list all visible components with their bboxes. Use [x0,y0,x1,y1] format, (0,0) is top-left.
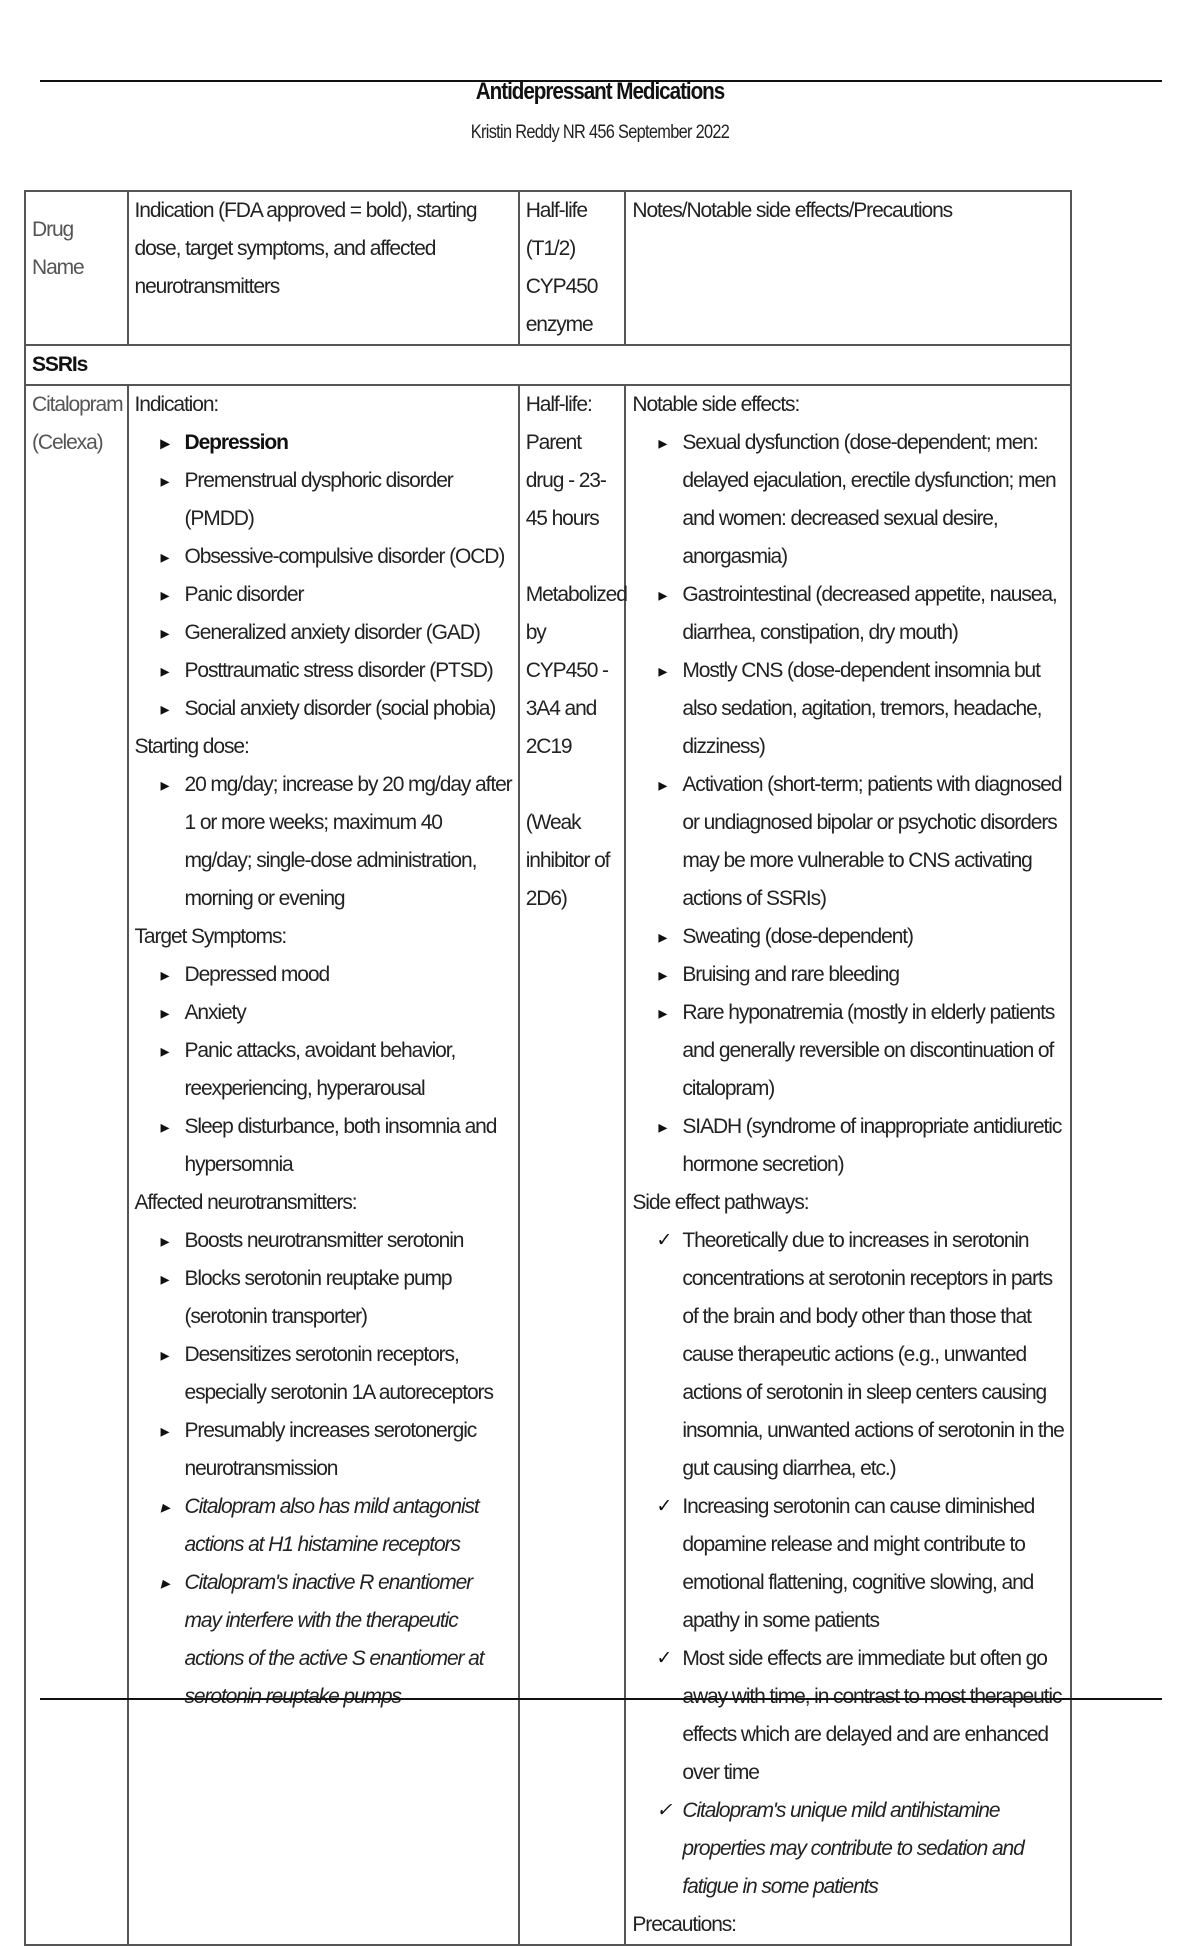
list-item: ▸ Sexual dysfunction (dose-dependent; men: delayed ejaculation, erectile dysfunction; men and women: decreased sexual desire, anorgasmia) [682,424,1064,576]
list-item: ▸ SIADH (syndrome of inappropriate antidiuretic hormone secretion) [682,1108,1064,1184]
pathways-label: Side effect pathways: [632,1191,809,1214]
list-item: ▸ Anxiety [185,994,512,1032]
half-life-cell [519,385,626,1945]
list-item: ▸ Blocks serotonin reuptake pump (serotonin transporter) [185,1260,512,1336]
pathways-list [632,1222,1064,1906]
starting-dose-list [135,766,512,918]
header-half-life: Half-life (T1/2) CYP450 enzyme [519,191,626,345]
list-item: ▸ Presumably increases serotonergic neurotransmission [185,1412,512,1488]
list-item: ▸ Desensitizes serotonin receptors, especially serotonin 1A autoreceptors [185,1336,512,1412]
list-item: ▸ Premenstrual dysphoric disorder (PMDD) [185,462,512,538]
list-item: ▸ Sleep disturbance, both insomnia and hypersomnia [185,1108,512,1184]
neurotransmitters-label: Affected neurotransmitters: [134,1191,357,1214]
list-item: ✓ Citalopram's unique mild antihistamine properties may contribute to sedation and fatigue in some patients [682,1792,1064,1906]
header-notes: Notes/Notable side effects/Precautions [625,191,1071,345]
section-row [25,345,1071,385]
list-item: ▸ Social anxiety disorder (social phobia) [185,690,512,728]
list-item: ▸ Posttraumatic stress disorder (PTSD) [185,652,512,690]
list-item: ▸ Panic disorder [185,576,512,614]
list-item: ▸ Depressed mood [185,956,512,994]
list-item: ▸ Panic attacks, avoidant behavior, reexperiencing, hyperarousal [185,1032,512,1108]
half-life-value: Parent drug - 23-45 hours [525,431,606,530]
indication-list [135,424,512,728]
medication-table [24,190,1072,1946]
drug-name-cell [25,385,128,1945]
metabolized-by: Metabolized by CYP450 - 3A4 and 2C19 [525,583,627,758]
list-item: ▸ Bruising and rare bleeding [682,956,1064,994]
list-item: ▸ Generalized anxiety disorder (GAD) [185,614,512,652]
list-item: ▸ Obsessive-compulsive disorder (OCD) [185,538,512,576]
list-item: ✓ Increasing serotonin can cause diminished dopamine release and might contribute to emotional flattening, cognitive slowing, and apathy in some patients [682,1488,1064,1640]
target-symptoms-label: Target Symptoms: [134,925,287,948]
list-item: ▸ Citalopram's inactive R enantiomer may interfere with the therapeutic actions of the active S enantiomer at serotonin reuptake pumps [185,1564,512,1716]
list-item: ✓ Theoretically due to increases in serotonin concentrations at serotonin receptors in parts of the brain and body other than those that cause therapeutic actions (e.g., unwanted actions of serotonin in sleep centers causing insomnia, unwanted actions of serotonin in the gut causing diarrhea, etc.) [682,1222,1064,1488]
list-item: ▸ Depression [185,424,512,462]
side-effects-label: Notable side effects: [632,393,800,416]
document-title: Antidepressant Medications [475,78,725,105]
indication-cell [128,385,519,1945]
starting-dose-label: Starting dose: [134,735,249,758]
list-item: ▸ Mostly CNS (dose-dependent insomnia but also sedation, agitation, tremors, headache, dizziness) [682,652,1064,766]
notes-cell [625,385,1071,1945]
list-item: ✓ Most side effects are immediate but often go away with time, in contrast to most therapeutic effects which are delayed and are enhanced over time [682,1640,1064,1792]
table-row [25,385,1071,1945]
list-item: ▸ Sweating (dose-dependent) [682,918,1064,956]
drug-name: Citalopram (Celexa) [32,393,123,454]
weak-inhibitor: (Weak inhibitor of 2D6) [525,811,610,910]
header-drug-name: Drug Name [25,191,128,345]
list-item: ▸ Activation (short-term; patients with diagnosed or undiagnosed bipolar or psychotic disorders may be more vulnerable to CNS activating actions of SSRIs) [682,766,1064,918]
list-item: ▸ 20 mg/day; increase by 20 mg/day after 1 or more weeks; maximum 40 mg/day; single-dose administration, morning or evening [185,766,512,918]
side-effects-list [632,424,1064,1184]
neurotransmitters-list [135,1222,512,1716]
precautions-label: Precautions: [632,1913,736,1936]
list-item: ▸ Rare hyponatremia (mostly in elderly patients and generally reversible on discontinuation of citalopram) [682,994,1064,1108]
list-item: ▸ Gastrointestinal (decreased appetite, nausea, diarrhea, constipation, dry mouth) [682,576,1064,652]
indication-label: Indication: [134,393,219,416]
document-subtitle: Kristin Reddy NR 456 September 2022 [470,122,730,143]
half-life-label: Half-life: [525,393,592,416]
section-label: SSRIs [25,345,1071,385]
list-item: ▸ Citalopram also has mild antagonist actions at H1 histamine receptors [185,1488,512,1564]
header-indication: Indication (FDA approved = bold), starting dose, target symptoms, and affected neurotransmitters [128,191,519,345]
table-header-row [25,191,1071,345]
target-symptoms-list [135,956,512,1184]
list-item: ▸ Boosts neurotransmitter serotonin [185,1222,512,1260]
